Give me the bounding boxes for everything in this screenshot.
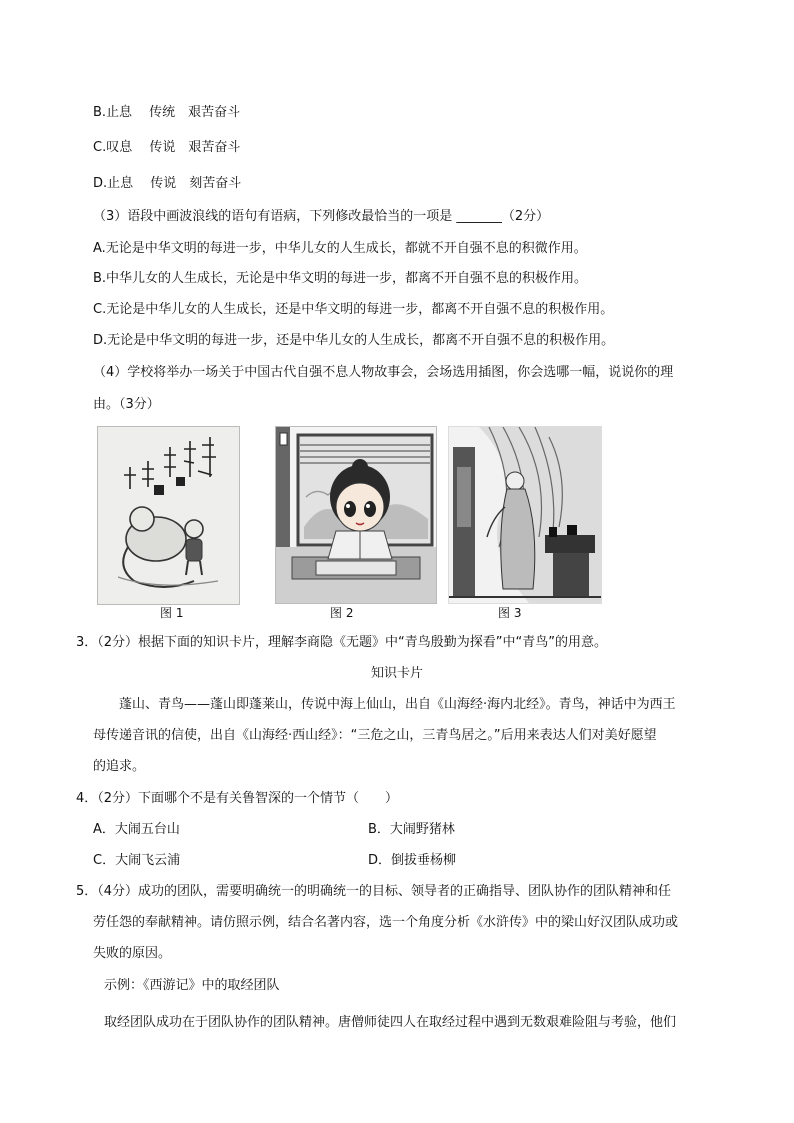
option-b: B.中华儿女的人生成长，无论是中华文明的每进一步，都离不开自强不息的积极作用。 <box>93 271 588 286</box>
question-3-stem: 3．（2分）根据下面的知识卡片，理解李商隐《无题》中“青鸟殷勤为探看”中“青鸟”的用意。 <box>76 635 607 650</box>
option-c: C．大闹飞云浦 <box>93 853 181 868</box>
figure-3-caption: 图 3 <box>498 606 522 620</box>
option-b: B．大闹野猪林 <box>368 822 455 837</box>
figure-1-image <box>97 426 240 605</box>
question-4-stem: 4．（2分）下面哪个不是有关鲁智深的一个情节（ ） <box>76 791 399 806</box>
figure-1-caption: 图 1 <box>160 606 184 620</box>
figure-3-image <box>448 426 602 604</box>
sub-question-4-line2: 由。（3分） <box>93 397 160 412</box>
option-c: C.无论是中华儿女的人生成长，还是中华文明的每进一步，都离不开自强不息的积极作用。 <box>93 302 614 317</box>
question-5-line2: 劳任怨的奉献精神。请仿照示例，结合名著内容，选一个角度分析《水浒传》中的梁山好汉团队成功或 <box>93 915 679 930</box>
option-d: D.无论是中华文明的每进一步，还是中华儿女的人生成长，都离不开自强不息的积极作用。 <box>93 333 615 348</box>
option-d: D.止息 传说 刻苦奋斗 <box>93 176 242 191</box>
example-title: 示例：《西游记》中的取经团队 <box>104 978 280 993</box>
question-5-line1: 5．（4分）成功的团队，需要明确统一的明确统一的目标、领导者的正确指导、团队协作的团队精神和任 <box>76 884 672 899</box>
example-text: 取经团队成功在于团队协作的团队精神。唐僧师徒四人在取经过程中遇到无数艰难险阻与考验，他们 <box>104 1015 677 1030</box>
option-c: C.叹息 传说 艰苦奋斗 <box>93 140 241 155</box>
knowledge-card-title: 知识卡片 <box>370 666 423 681</box>
question-5-line3: 失败的原因。 <box>93 946 172 961</box>
option-a: A．大闹五台山 <box>93 822 180 837</box>
knowledge-card-line: 蓬山、青鸟——蓬山即蓬莱山，传说中海上仙山，出自《山海经·海内北经》。青鸟，神话中为西王 <box>119 697 676 712</box>
figure-2-image <box>275 426 437 604</box>
knowledge-card-line: 的追求。 <box>93 759 146 774</box>
sub-question-4-line1: （4）学校将举办一场关于中国古代自强不息人物故事会，会场选用插图，你会选哪一幅，说说你的理 <box>93 365 674 380</box>
figure-2-caption: 图 2 <box>330 606 354 620</box>
sub-question-3-stem: （3）语段中画波浪线的语句有语病，下列修改最恰当的一项是 _______（2分） <box>93 209 550 224</box>
knowledge-card-line: 母传递音讯的信使，出自《山海经·西山经》：“三危之山，三青鸟居之。”后用来表达人们对美好愿望 <box>93 728 657 743</box>
option-d: D．倒拔垂杨柳 <box>368 853 457 868</box>
option-a: A.无论是中华文明的每进一步，中华儿女的人生成长，都就不开自强不息的积微作用。 <box>93 241 587 256</box>
option-b: B.止息 传统 艰苦奋斗 <box>93 105 241 120</box>
